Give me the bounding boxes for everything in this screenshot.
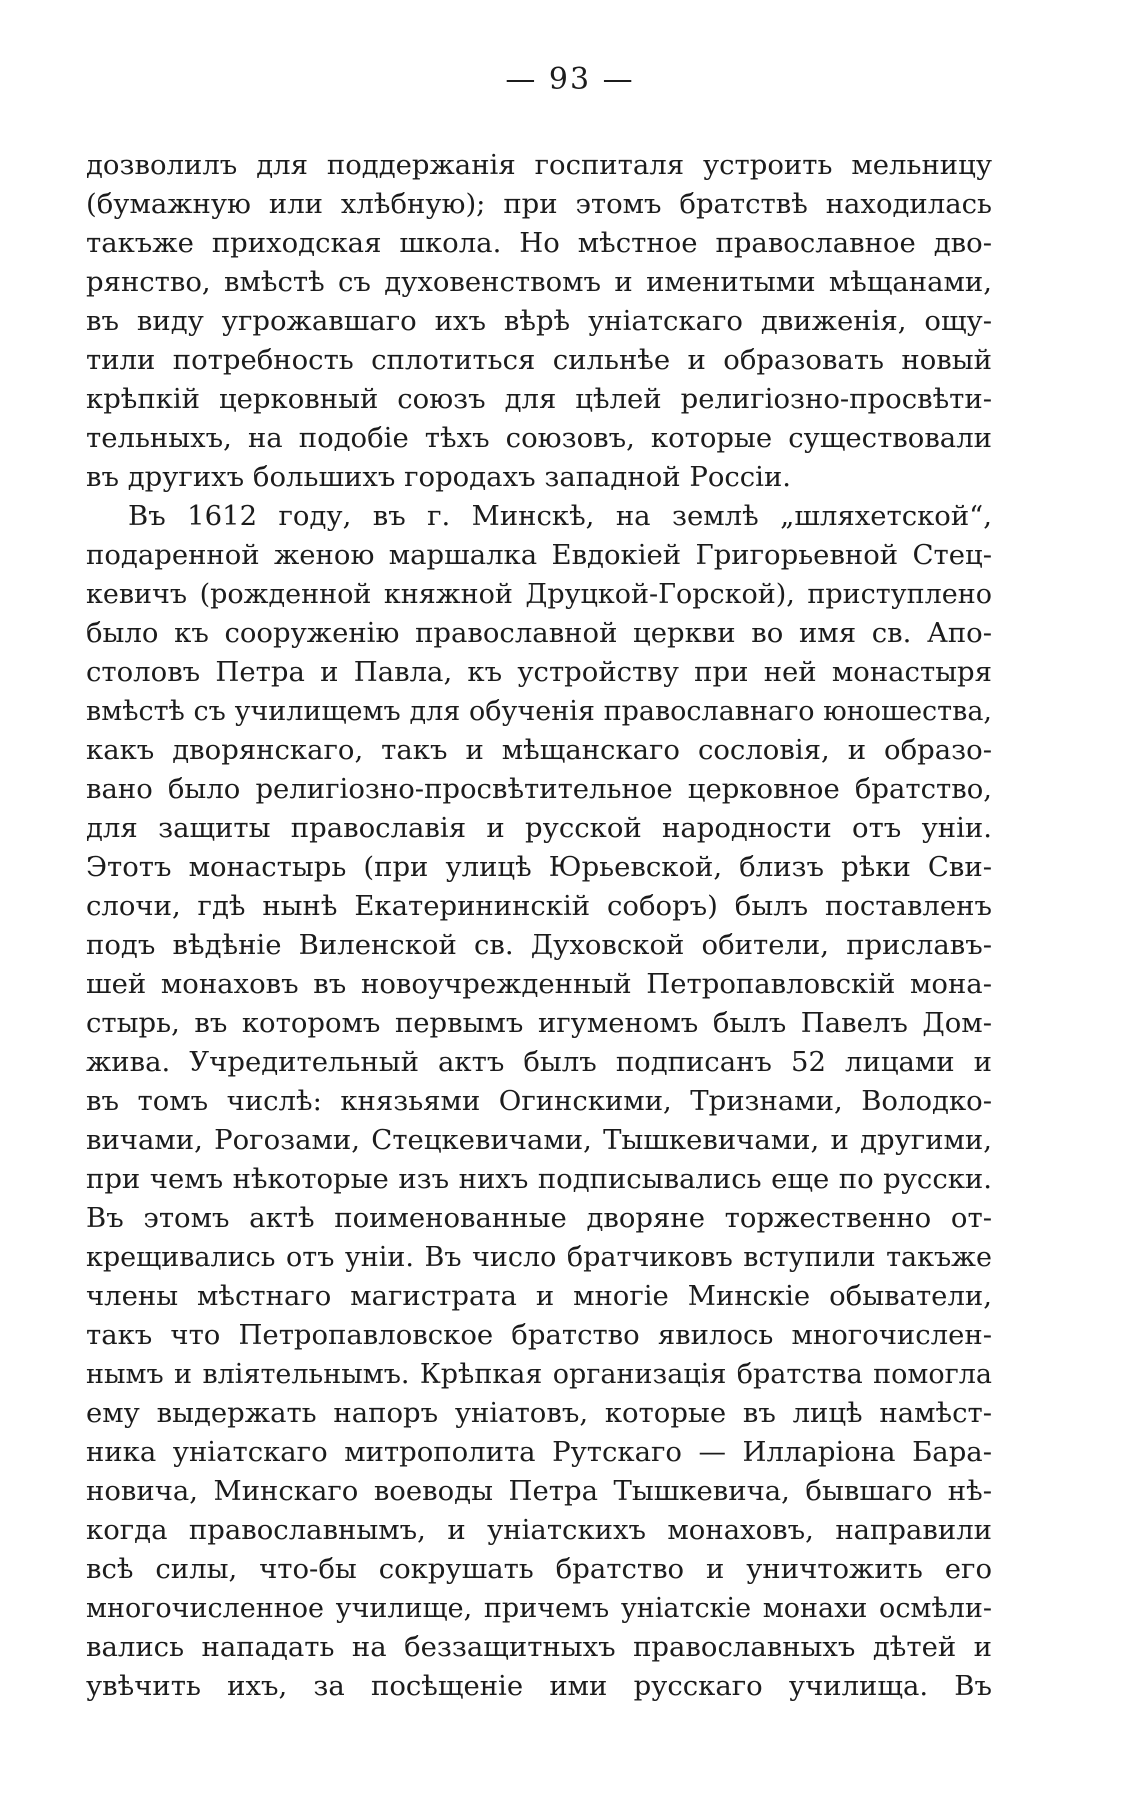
text-line: такъ что Петропавловское братство явилось многочислен- bbox=[86, 1319, 992, 1351]
text-line: новича, Минскаго воеводы Петра Тышкевича, бывшаго нѣ- bbox=[86, 1475, 992, 1507]
paragraph-2 bbox=[86, 497, 992, 1706]
text-line: кевичъ (рожденной княжной Друцкой-Горской), приступлено bbox=[86, 579, 992, 610]
text-line: Въ этомъ актѣ поименованные дворяне торжественно от- bbox=[86, 1202, 992, 1234]
text-line: въ виду угрожавшаго ихъ вѣрѣ уніатскаго движенія, ощу- bbox=[86, 305, 992, 337]
text-line: вичами, Рогозами, Стецкевичами, Тышкевичами, и другими, bbox=[86, 1124, 992, 1156]
text-line: въ другихъ большихъ городахъ западной Россіи. bbox=[86, 461, 792, 493]
text-line: когда православнымъ, и уніатскихъ монаховъ, направили bbox=[86, 1514, 992, 1546]
page-number: — 93 — bbox=[505, 62, 635, 97]
text-line: столовъ Петра и Павла, къ устройству при ней монастыря bbox=[86, 656, 992, 688]
text-line: многочисленное училище, причемъ уніатскіе монахи осмѣли- bbox=[86, 1593, 992, 1624]
text-line: было къ сооруженію православной церкви во имя св. Апо- bbox=[86, 617, 992, 649]
text-line: Въ 1612 году, въ г. Минскѣ, на землѣ „шляхетской“, bbox=[128, 500, 992, 532]
text-line: ника уніатскаго митрополита Рутскаго — Илларіона Бара- bbox=[86, 1436, 992, 1468]
text-line: всѣ силы, что-бы сокрушать братство и уничтожить его bbox=[86, 1553, 992, 1585]
text-line: какъ дворянскаго, такъ и мѣщанскаго сословія, и образо- bbox=[86, 734, 992, 766]
text-line: (бумажную или хлѣбную); при этомъ братствѣ находилась bbox=[86, 188, 992, 220]
text-line: вано было религіозно-просвѣтительное церковное братство, bbox=[86, 773, 992, 805]
text-line: дозволилъ для поддержанія госпиталя устроить мельницу bbox=[86, 149, 992, 181]
text-line: подъ вѣдѣніе Виленской св. Духовской обители, приславъ- bbox=[86, 929, 992, 961]
text-line: такъже приходская школа. Но мѣстное православное дво- bbox=[86, 227, 992, 259]
text-line: увѣчить ихъ, за посѣщеніе ими русскаго училища. Въ bbox=[86, 1670, 992, 1702]
text-line: нымъ и вліятельнымъ. Крѣпкая организація братства помогла bbox=[86, 1359, 992, 1390]
text-line: рянство, вмѣстѣ съ духовенствомъ и именитыми мѣщанами, bbox=[86, 266, 992, 298]
text-line: при чемъ нѣкоторые изъ нихъ подписывались еще по русски. bbox=[86, 1163, 992, 1195]
paragraph-1 bbox=[86, 146, 992, 497]
text-line: крещивались отъ уніи. Въ число братчиковъ вступили такъже bbox=[86, 1242, 992, 1273]
text-line: въ томъ числѣ: князьями Огинскими, Тризнами, Володко- bbox=[86, 1085, 992, 1117]
text-line: шей монаховъ въ новоучрежденный Петропавловскій мона- bbox=[86, 968, 992, 1000]
body-text bbox=[86, 146, 992, 1706]
text-line: стырь, въ которомъ первымъ игуменомъ былъ Павелъ Дом- bbox=[86, 1007, 992, 1039]
text-line: тельныхъ, на подобіе тѣхъ союзовъ, которые существовали bbox=[86, 422, 992, 454]
text-line: вмѣстѣ съ училищемъ для обученія православнаго юношества, bbox=[86, 696, 992, 727]
text-line: подаренной женою маршалка Евдокіей Григорьевной Стец- bbox=[86, 539, 992, 571]
text-line: члены мѣстнаго магистрата и многіе Минскіе обыватели, bbox=[86, 1280, 992, 1312]
text-line: крѣпкій церковный союзъ для цѣлей религіозно-просвѣти- bbox=[86, 383, 992, 415]
text-line: слочи, гдѣ нынѣ Екатерининскій соборъ) былъ поставленъ bbox=[86, 890, 992, 922]
text-line: ему выдержать напоръ уніатовъ, которые въ лицѣ намѣст- bbox=[86, 1397, 992, 1429]
text-line: тили потребность сплотиться сильнѣе и образовать новый bbox=[86, 344, 992, 376]
text-line: Этотъ монастырь (при улицѣ Юрьевской, близъ рѣки Сви- bbox=[86, 851, 992, 883]
text-line: жива. Учредительный актъ былъ подписанъ 52 лицами и bbox=[86, 1046, 992, 1078]
text-line: вались нападать на беззащитныхъ православныхъ дѣтей и bbox=[86, 1631, 992, 1663]
text-line: для защиты православія и русской народности отъ уніи. bbox=[86, 812, 992, 844]
